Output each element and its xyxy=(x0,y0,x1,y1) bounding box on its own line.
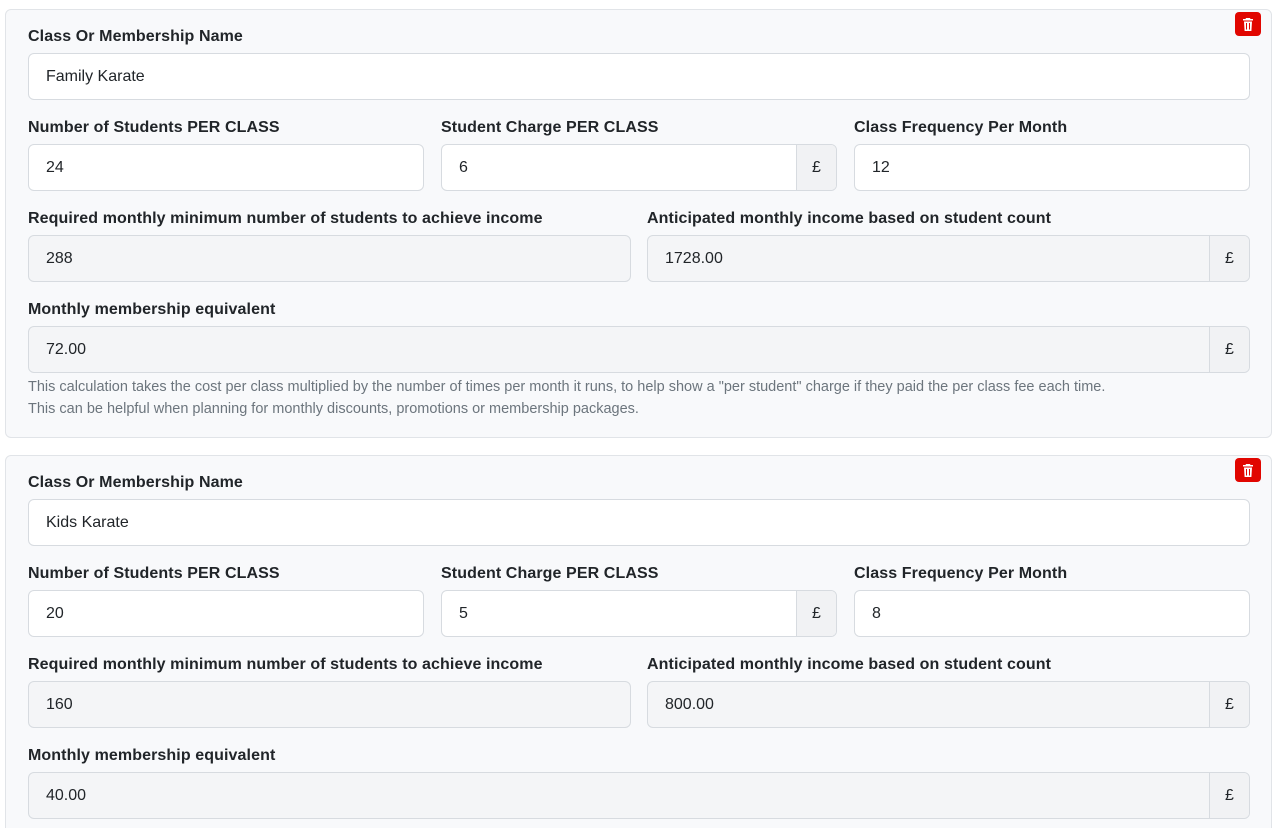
name-field[interactable] xyxy=(28,499,1250,546)
name-field[interactable] xyxy=(28,53,1250,100)
membership-label: Monthly membership equivalent xyxy=(28,301,276,318)
currency-addon: £ xyxy=(796,145,836,190)
anticipated-field xyxy=(647,235,1250,282)
frequency-label: Class Frequency Per Month xyxy=(854,565,1068,582)
required-output xyxy=(29,236,630,281)
name-input[interactable] xyxy=(29,500,1249,545)
name-label: Class Or Membership Name xyxy=(28,474,243,491)
frequency-input[interactable] xyxy=(855,591,1249,636)
required-output xyxy=(29,682,630,727)
charge-field[interactable] xyxy=(441,144,837,191)
currency-addon: £ xyxy=(1209,236,1249,281)
charge-label: Student Charge PER CLASS xyxy=(441,119,659,136)
required-field xyxy=(28,681,631,728)
currency-addon: £ xyxy=(796,591,836,636)
class-card xyxy=(5,455,1272,828)
name-label: Class Or Membership Name xyxy=(28,28,243,45)
frequency-field[interactable] xyxy=(854,144,1250,191)
anticipated-output xyxy=(648,236,1209,281)
required-label: Required monthly minimum number of students to achieve income xyxy=(28,210,543,227)
frequency-label: Class Frequency Per Month xyxy=(854,119,1068,136)
frequency-field[interactable] xyxy=(854,590,1250,637)
anticipated-field xyxy=(647,681,1250,728)
students-label: Number of Students PER CLASS xyxy=(28,119,280,136)
students-field[interactable] xyxy=(28,590,424,637)
anticipated-output xyxy=(648,682,1209,727)
trash-icon xyxy=(1242,464,1254,477)
required-label: Required monthly minimum number of students to achieve income xyxy=(28,656,543,673)
charge-input[interactable] xyxy=(442,145,796,190)
anticipated-label: Anticipated monthly income based on student count xyxy=(647,656,1052,673)
charge-input[interactable] xyxy=(442,591,796,636)
currency-addon: £ xyxy=(1209,682,1249,727)
required-field xyxy=(28,235,631,282)
charge-field[interactable] xyxy=(441,590,837,637)
membership-output xyxy=(29,773,1209,818)
trash-icon xyxy=(1242,18,1254,31)
frequency-input[interactable] xyxy=(855,145,1249,190)
delete-class-button[interactable] xyxy=(1235,12,1261,36)
currency-addon: £ xyxy=(1209,773,1249,818)
membership-output xyxy=(29,327,1209,372)
help-line: This calculation takes the cost per class multiplied by the number of times per month it runs, to help show a "per student" charge if they paid the per class fee each time. xyxy=(28,379,1106,395)
help-line: This can be helpful when planning for monthly discounts, promotions or membership packages. xyxy=(28,401,639,417)
membership-label: Monthly membership equivalent xyxy=(28,747,276,764)
class-card xyxy=(5,9,1272,438)
students-input[interactable] xyxy=(29,145,423,190)
students-input[interactable] xyxy=(29,591,423,636)
name-input[interactable] xyxy=(29,54,1249,99)
delete-class-button[interactable] xyxy=(1235,458,1261,482)
membership-field xyxy=(28,326,1250,373)
students-field[interactable] xyxy=(28,144,424,191)
anticipated-label: Anticipated monthly income based on student count xyxy=(647,210,1052,227)
membership-field xyxy=(28,772,1250,819)
charge-label: Student Charge PER CLASS xyxy=(441,565,659,582)
students-label: Number of Students PER CLASS xyxy=(28,565,280,582)
currency-addon: £ xyxy=(1209,327,1249,372)
help-text xyxy=(28,376,1258,420)
